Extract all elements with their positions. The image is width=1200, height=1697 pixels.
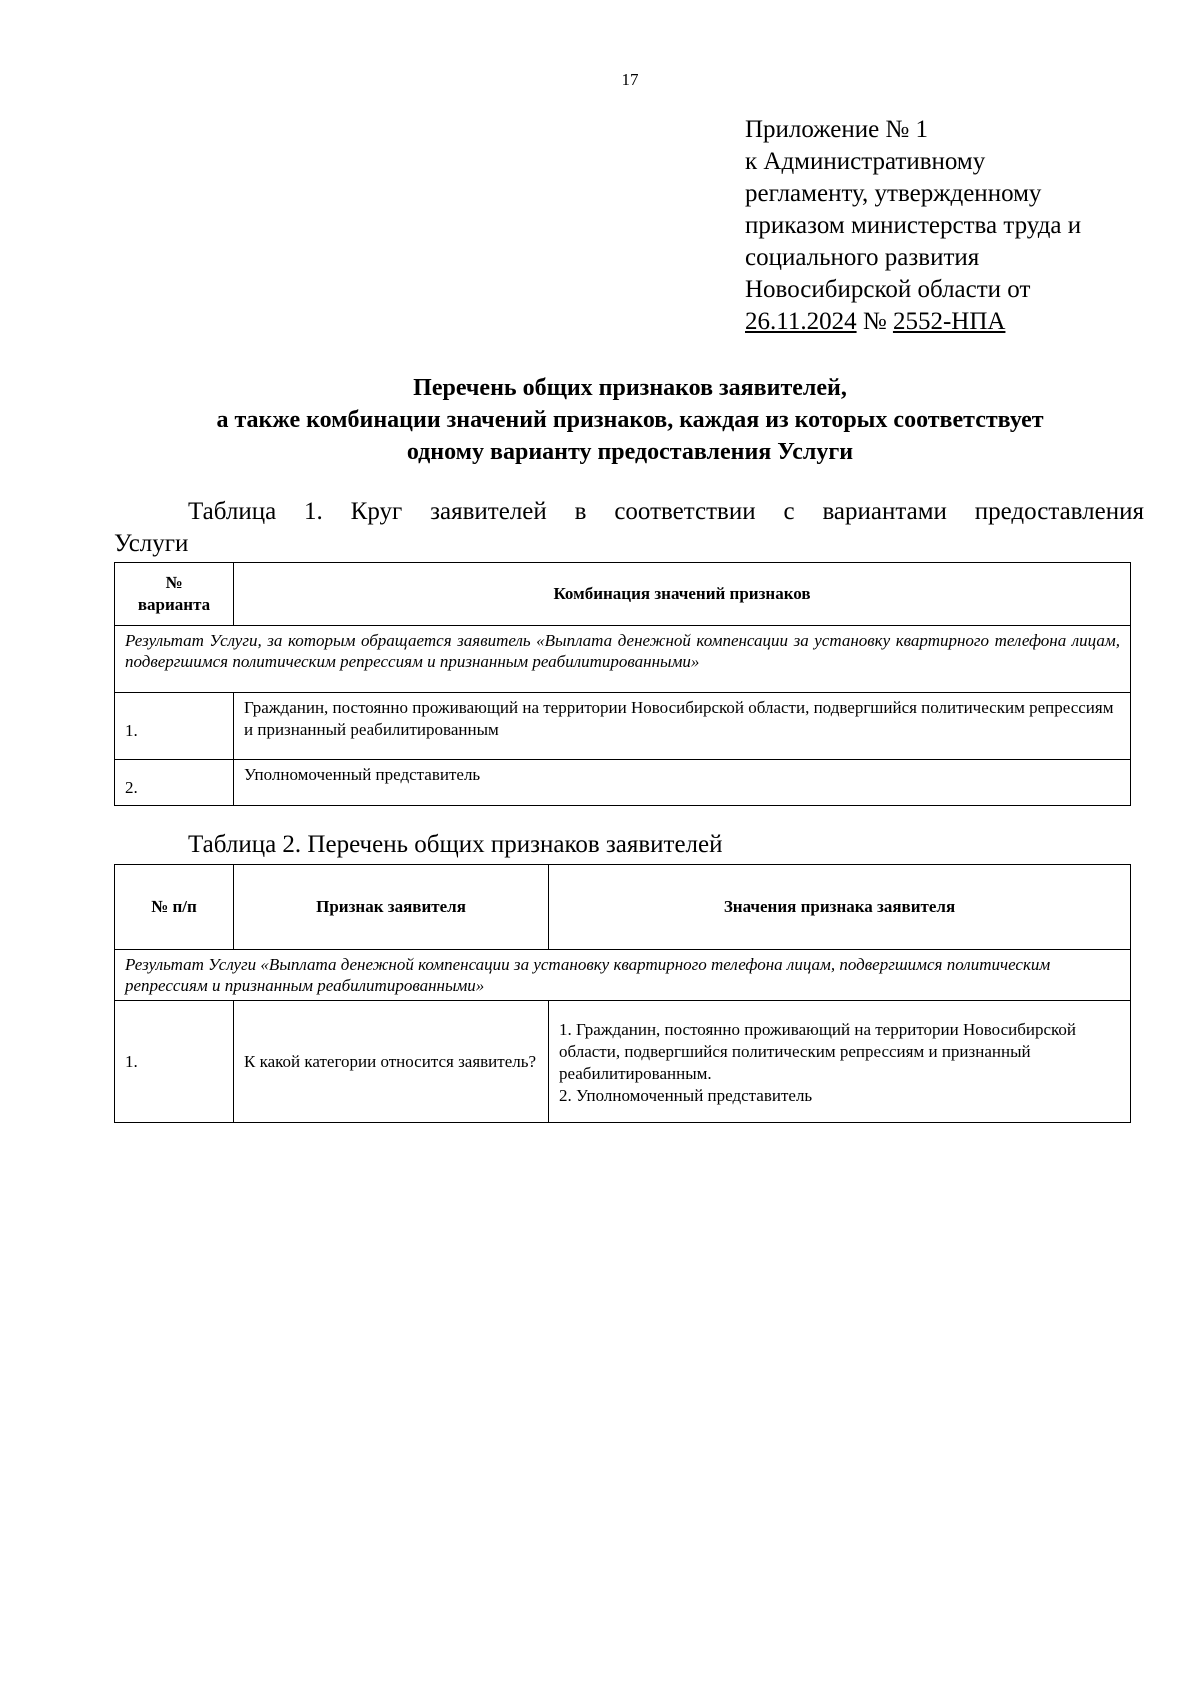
table-header-row: [115, 865, 1131, 950]
header-cell-number: № п/п: [115, 865, 234, 950]
table1-caption-line2: Услуги: [114, 530, 189, 557]
order-date: 26.11.2024: [745, 308, 857, 335]
header-cell-variant-number: [115, 563, 234, 626]
value-line: 2. Уполномоченный представитель: [559, 1086, 813, 1105]
appendix-line: регламенту, утвержденному: [745, 180, 1042, 207]
table1-caption-line1: Таблица 1. Круг заявителей в соответствии с вариантами предоставления: [188, 498, 1144, 525]
table1-caption: [114, 496, 1144, 560]
row-text: Уполномоченный представитель: [234, 760, 1131, 806]
order-number: 2552-НПА: [892, 308, 1006, 335]
row-number: 2.: [115, 760, 234, 806]
row-number: 1.: [115, 1001, 234, 1123]
appendix-line: Приложение № 1: [745, 116, 929, 143]
title-line: а также комбинации значений признаков, каждая из которых соответствует: [216, 407, 1044, 433]
page-number: 17: [621, 70, 639, 89]
appendix-line: к Административному: [745, 148, 986, 175]
header-text: варианта: [137, 595, 211, 614]
header-text: №: [165, 573, 183, 592]
header-cell-values: Значения признака заявителя: [549, 865, 1131, 950]
title-line: Перечень общих признаков заявителей,: [413, 375, 847, 401]
title-line: одному варианту предоставления Услуги: [406, 439, 854, 465]
appendix-order-line: [745, 306, 1081, 338]
row-number: 1.: [115, 693, 234, 760]
appendix-line: приказом министерства труда и: [745, 212, 1082, 239]
result-row: [115, 626, 1131, 693]
table-row: [115, 760, 1131, 806]
order-number-sign: №: [862, 308, 887, 335]
table-header-row: [115, 563, 1131, 626]
appendix-line: Новосибирской области от: [745, 276, 1031, 303]
table-row: [115, 1001, 1131, 1123]
appendix-line: социального развития: [745, 244, 980, 271]
result-cell: Результат Услуги, за которым обращается заявитель «Выплата денежной компенсации за установку квартирного телефона лицам, подвергшимся политическим репрессиям и признанным реабилитированными»: [115, 626, 1131, 693]
table-row: [115, 693, 1131, 760]
row-values: [549, 1001, 1131, 1123]
header-cell-combination: Комбинация значений признаков: [234, 563, 1131, 626]
header-cell-feature: Признак заявителя: [234, 865, 549, 950]
row-feature: К какой категории относится заявитель?: [234, 1001, 549, 1123]
row-text: Гражданин, постоянно проживающий на территории Новосибирской области, подвергшийся политическим репрессиям и признанный реабилитированным: [234, 693, 1131, 760]
appendix-block: [745, 114, 1081, 338]
result-row: [115, 950, 1131, 1001]
result-cell: Результат Услуги «Выплата денежной компенсации за установку квартирного телефона лицам, подвергшимся политическим репрессиям и признанным реабилитированными»: [115, 950, 1131, 1001]
table2: [114, 864, 1131, 1123]
table1: [114, 562, 1131, 806]
table2-caption: Таблица 2. Перечень общих признаков заявителей: [188, 831, 723, 858]
document-title: [60, 372, 1200, 468]
value-line: 1. Гражданин, постоянно проживающий на территории Новосибирской области, подвергшийся политическим репрессиям и признанный реабилитированным.: [559, 1020, 1077, 1083]
